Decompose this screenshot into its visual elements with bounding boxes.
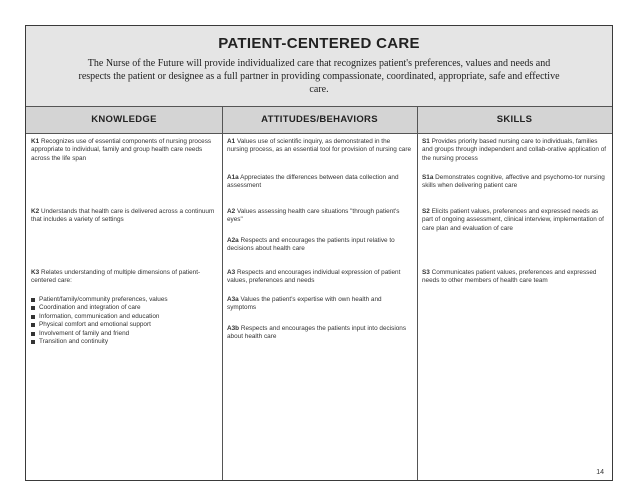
skill-s1 <box>422 138 607 163</box>
item-code: S1 <box>422 138 430 145</box>
attitude-a3a <box>227 296 412 313</box>
bullet-text: Information, communication and education <box>39 312 160 320</box>
column-header-knowledge: KNOWLEDGE <box>91 114 157 125</box>
item-code: A2a <box>227 237 239 244</box>
attitude-a1a <box>227 174 412 191</box>
column-divider <box>222 107 223 480</box>
attitude-a3b <box>227 325 412 342</box>
item-code: A3b <box>227 325 240 332</box>
skill-s1a <box>422 174 607 191</box>
skill-s2 <box>422 208 607 233</box>
page-subtitle: The Nurse of the Future will provide individualized care that recognizes patient's preferences, values and needs and respects the patient or designee as a full partner in providing compassionate, coordinated, appropriate, safe and effective care. <box>78 58 560 95</box>
list-item <box>31 338 215 346</box>
item-code: S1a <box>422 174 434 181</box>
item-text: Respects and encourages the patients input into decisions about health care <box>227 325 407 341</box>
bullet-square-icon <box>31 332 35 336</box>
item-code: A3a <box>227 296 239 303</box>
item-text: Understands that health care is delivered across a continuum that includes a variety of settings <box>31 208 215 224</box>
bullet-square-icon <box>31 340 35 344</box>
item-code: S2 <box>422 208 430 215</box>
bullet-text: Transition and continuity <box>39 338 109 346</box>
list-item <box>31 330 215 338</box>
attitude-a2 <box>227 208 412 225</box>
bullet-text: Patient/family/community preferences, values <box>39 296 168 303</box>
column-divider <box>417 107 418 480</box>
page-title: PATIENT-CENTERED CARE <box>218 35 420 52</box>
item-code: K2 <box>31 208 40 215</box>
item-code: A2 <box>227 208 236 215</box>
bullet-square-icon <box>31 298 35 302</box>
bullet-square-icon <box>31 306 35 310</box>
bullet-text: Physical comfort and emotional support <box>39 321 151 329</box>
column-header-attitudes: ATTITUDES/BEHAVIORS <box>261 114 378 125</box>
item-code: A3 <box>227 269 236 276</box>
list-item <box>31 313 215 321</box>
knowledge-k1 <box>31 138 215 163</box>
page-frame <box>25 25 613 481</box>
knowledge-k2 <box>31 208 215 225</box>
item-code: K3 <box>31 269 40 276</box>
item-text: Recognizes use of essential components of nursing process appropriate to individual, family and group health care needs across the life span <box>31 138 212 162</box>
item-text: Respects and encourages the patients input relative to decisions about health care <box>227 237 395 253</box>
item-text: Elicits patient values, preferences and expressed needs as part of ongoing assessment, clinical interview, implementation of care plan and evaluation of care <box>422 208 604 232</box>
list-item <box>31 296 215 304</box>
item-code: S3 <box>422 269 430 276</box>
item-code: A1 <box>227 138 236 145</box>
bullet-text: Coordination and integration of care <box>39 304 141 312</box>
item-text: Values assessing health care situations "through patient's eyes" <box>227 208 400 224</box>
item-text: Communicates patient values, preferences and expressed needs to other members of health care team <box>422 269 597 285</box>
column-header-skills: SKILLS <box>496 114 533 125</box>
attitude-a3 <box>227 269 412 286</box>
item-text: Provides priority based nursing care to individuals, families and groups through independent and collab-orative application of the nursing process <box>422 138 607 162</box>
bullet-square-icon <box>31 323 35 327</box>
attitude-a2a <box>227 237 412 254</box>
bullet-text: Involvement of family and friend <box>39 329 130 337</box>
attitude-a1 <box>227 138 412 155</box>
page-number: 14 <box>596 469 604 476</box>
item-text: Values the patient's expertise with own health and symptoms <box>227 296 382 312</box>
knowledge-k3 <box>31 269 215 286</box>
item-text: Appreciates the differences between data collection and assessment <box>227 174 399 190</box>
column-header-row <box>26 107 612 134</box>
list-item <box>31 321 215 329</box>
list-item <box>31 304 215 312</box>
item-text: Demonstrates cognitive, affective and psychomo-tor nursing skills when delivering patient care <box>422 174 605 190</box>
item-text: Respects and encourages individual expression of patient values, preferences and needs <box>227 269 401 285</box>
item-code: K1 <box>31 138 40 145</box>
bullet-square-icon <box>31 315 35 319</box>
item-code: A1a <box>227 174 239 181</box>
k3-bullet-list <box>31 296 215 346</box>
item-text: Values use of scientific inquiry, as demonstrated in the nursing process, as an essential tool for provision of nursing care <box>227 138 412 154</box>
item-text: Relates understanding of multiple dimensions of patient-centered care: <box>31 269 201 285</box>
header-band <box>26 26 612 107</box>
skill-s3 <box>422 269 607 286</box>
